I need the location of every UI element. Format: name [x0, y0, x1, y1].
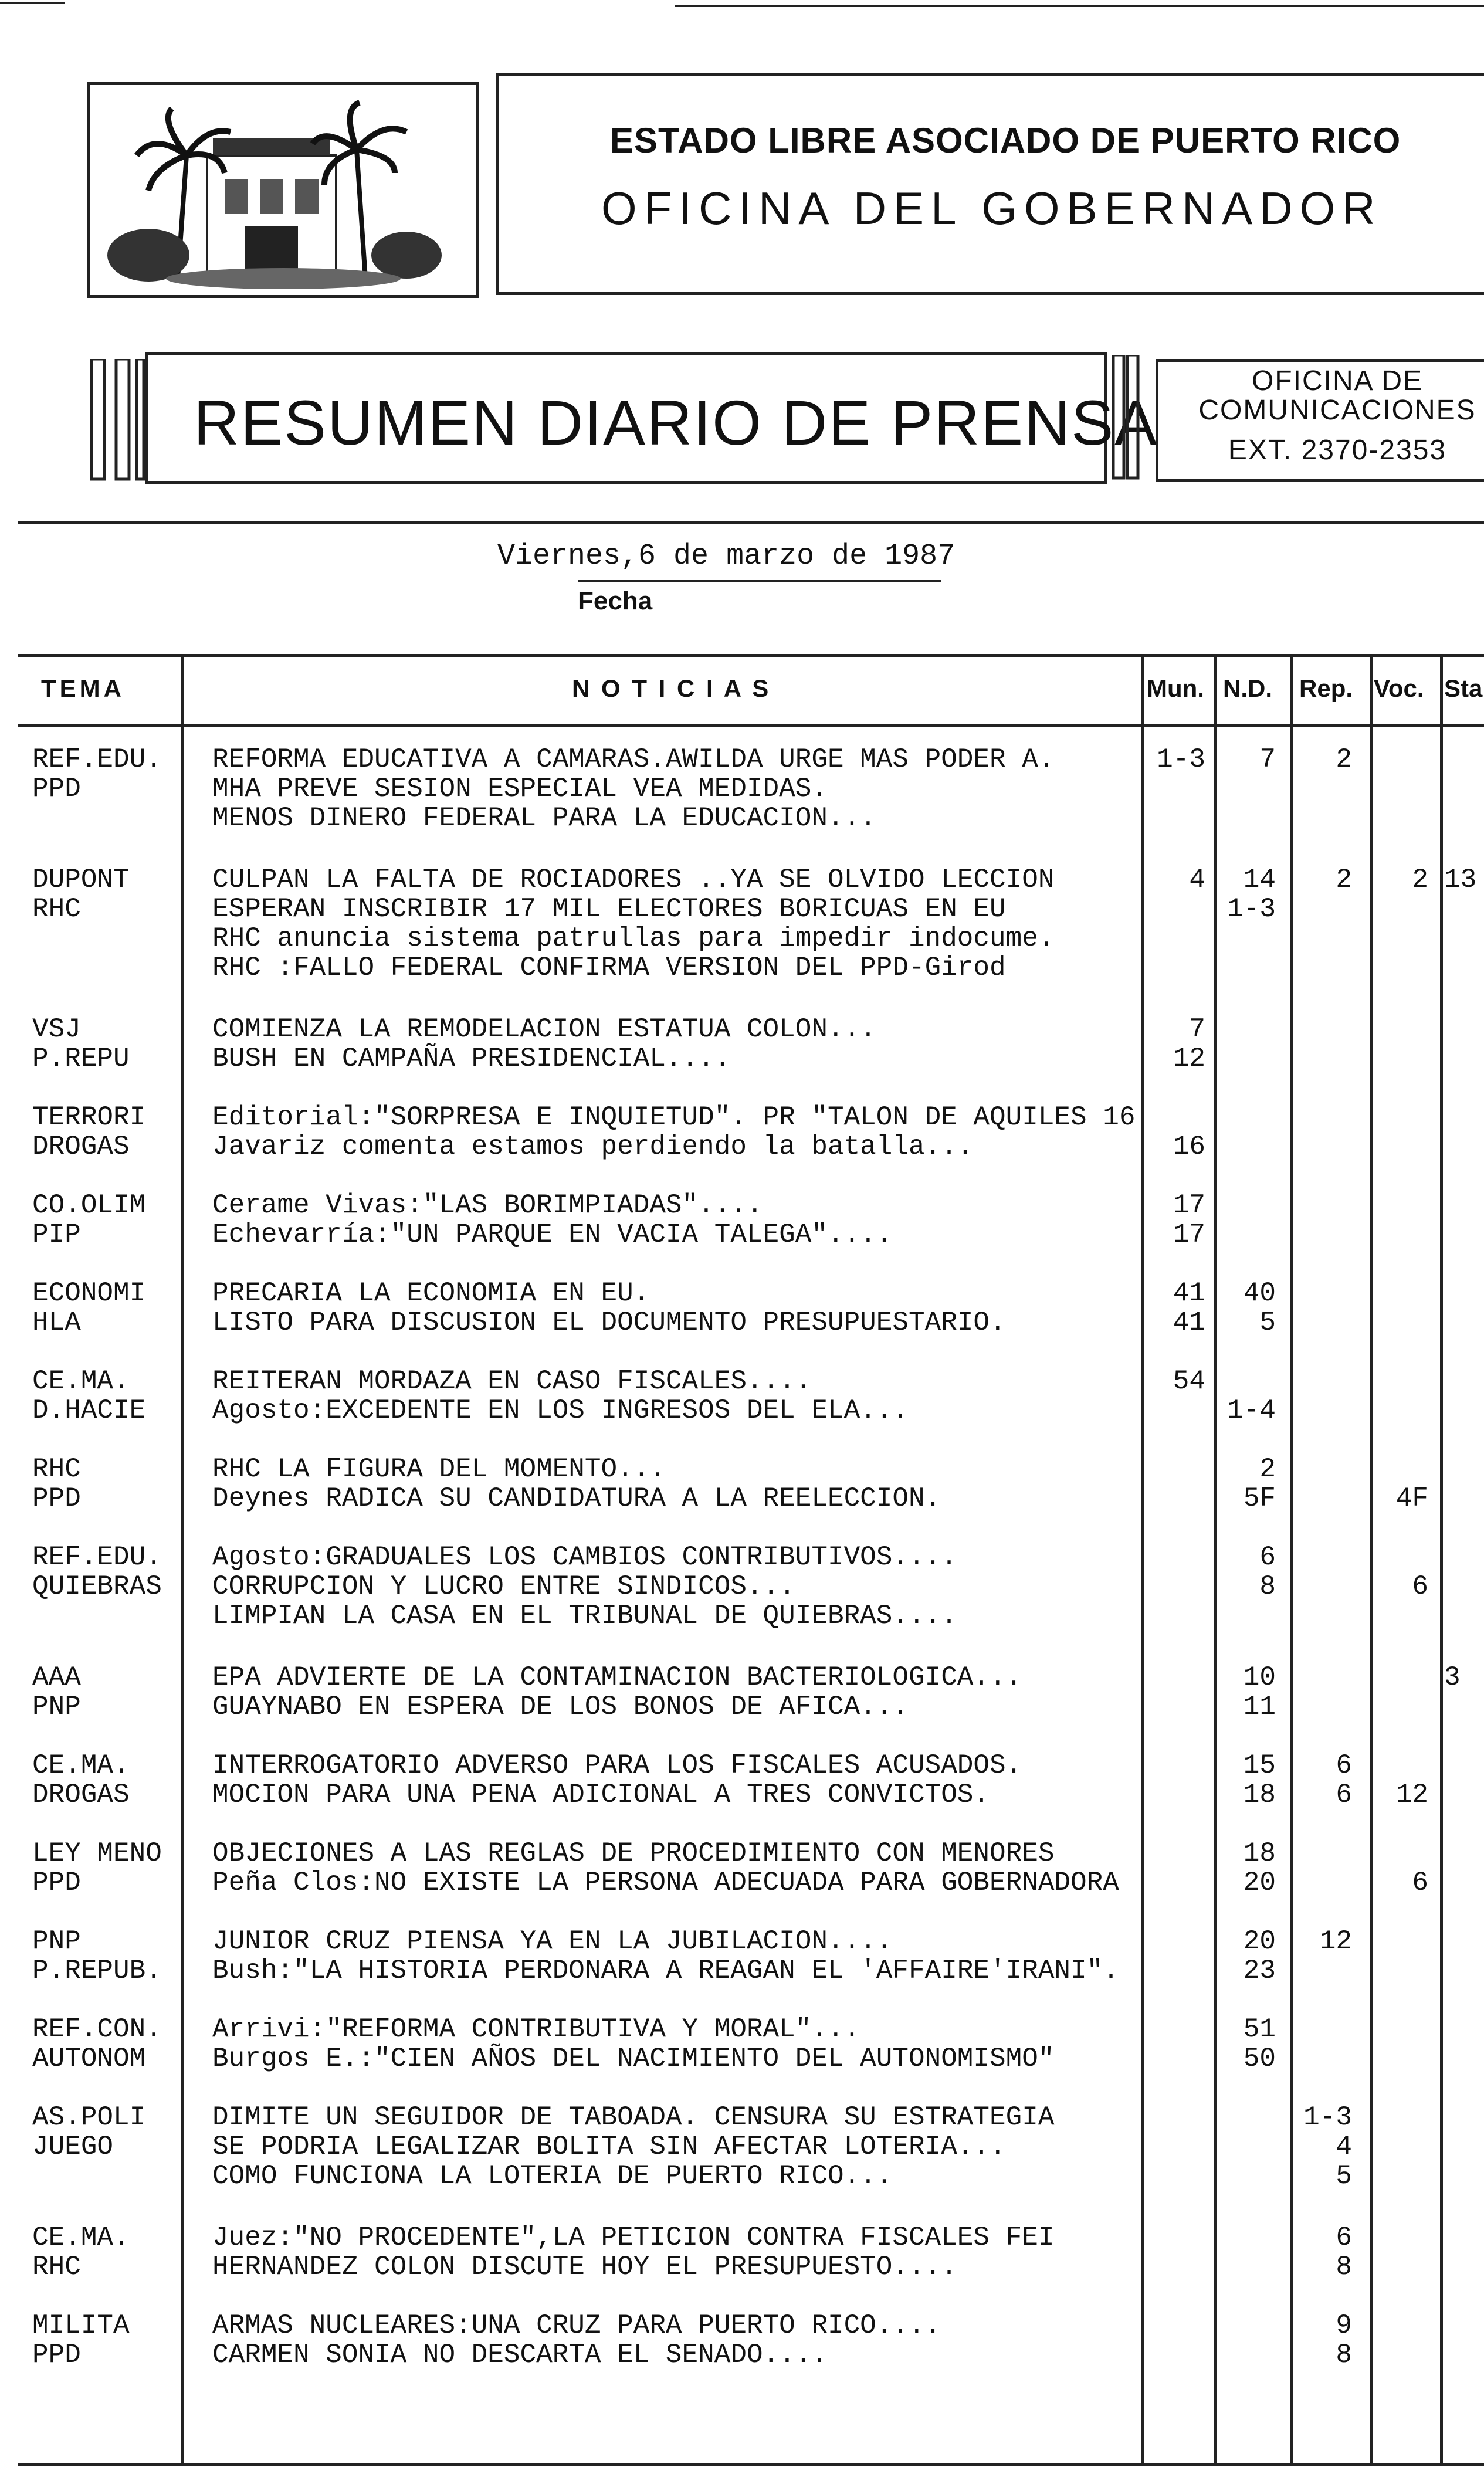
cell-tema: D.HACIE	[32, 1395, 146, 1426]
cell-noticias: Editorial:"SORPRESA E INQUIETUD". PR "TALON DE AQUILES 16	[212, 1102, 1136, 1133]
cell-noticias: Arrivi:"REFORMA CONTRIBUTIVA Y MORAL"...	[212, 2014, 860, 2045]
cell-tema: CE.MA.	[32, 2222, 130, 2253]
cell-tema: LEY MENO	[32, 1838, 162, 1869]
cell-noticias: Deynes RADICA SU CANDIDATURA A LA REELECCION.	[212, 1483, 941, 1514]
cell-noticias: COMO FUNCIONA LA LOTERIA DE PUERTO RICO...	[212, 2161, 893, 2191]
cell-tema: AAA	[32, 1662, 81, 1693]
cell-noticias: RHC anuncia sistema patrullas para impedir indocume.	[212, 923, 1055, 954]
cell-rep: 6	[1336, 1780, 1352, 1810]
cell-noticias: MOCION PARA UNA PENA ADICIONAL A TRES CONVICTOS.	[212, 1780, 990, 1810]
date-value: Viernes,6 de marzo de 1987	[497, 540, 956, 573]
cell-noticias: LIMPIAN LA CASA EN EL TRIBUNAL DE QUIEBRAS....	[212, 1601, 957, 1631]
cell-voc: 6	[1412, 1868, 1428, 1898]
header-tema: TEMA	[41, 675, 125, 702]
table-header-rule	[18, 724, 1484, 727]
cell-mun: 12	[1173, 1043, 1205, 1074]
cell-voc: 2	[1412, 865, 1428, 895]
table-top-rule	[18, 654, 1484, 657]
cell-tema: DUPONT	[32, 865, 130, 895]
cell-tema: DROGAS	[32, 1131, 130, 1162]
cell-noticias: RHC LA FIGURA DEL MOMENTO...	[212, 1454, 666, 1485]
cell-mun: 17	[1173, 1190, 1205, 1221]
cell-rep: 8	[1336, 2252, 1352, 2282]
cell-nd: 15	[1243, 1750, 1276, 1781]
col-divider-tema	[181, 654, 184, 2466]
comm-line1: OFICINA DE	[1251, 365, 1424, 397]
decorative-bars-left	[87, 359, 145, 482]
cell-mun: 16	[1173, 1131, 1205, 1162]
cell-voc: 12	[1395, 1780, 1428, 1810]
top-rule-left	[0, 2, 65, 4]
cell-tema: P.REPU	[32, 1043, 130, 1074]
cell-noticias: SE PODRIA LEGALIZAR BOLITA SIN AFECTAR LOTERIA...	[212, 2131, 1006, 2162]
cell-tema: JUEGO	[32, 2131, 114, 2162]
cell-tema: PNP	[32, 1926, 81, 1957]
cell-tema: PNP	[32, 1692, 81, 1722]
cell-noticias: MHA PREVE SESION ESPECIAL VEA MEDIDAS.	[212, 774, 828, 804]
cell-mun: 41	[1173, 1307, 1205, 1338]
cell-noticias: Javariz comenta estamos perdiendo la batalla...	[212, 1131, 974, 1162]
cell-tema: DROGAS	[32, 1780, 130, 1810]
cell-tema: PPD	[32, 774, 81, 804]
cell-nd: 14	[1243, 865, 1276, 895]
cell-noticias: MENOS DINERO FEDERAL PARA LA EDUCACION...	[212, 803, 876, 833]
date-underline	[578, 580, 941, 582]
cell-nd: 5F	[1243, 1483, 1276, 1514]
cell-tema: AS.POLI	[32, 2102, 146, 2133]
cell-noticias: DIMITE UN SEGUIDOR DE TABOADA. CENSURA SU ESTRATEGIA	[212, 2102, 1055, 2133]
cell-nd: 18	[1243, 1780, 1276, 1810]
cell-mun: 41	[1173, 1278, 1205, 1309]
cell-noticias: Juez:"NO PROCEDENTE",LA PETICION CONTRA FISCALES FEI	[212, 2222, 1055, 2253]
cell-mun: 4	[1189, 865, 1205, 895]
cell-mun: 1-3	[1157, 744, 1205, 775]
col-divider-nd	[1290, 654, 1293, 2466]
cell-nd: 8	[1259, 1571, 1276, 1602]
cell-rep: 4	[1336, 2131, 1352, 2162]
cell-tema: AUTONOM	[32, 2044, 146, 2074]
cell-noticias: CORRUPCION Y LUCRO ENTRE SINDICOS...	[212, 1571, 795, 1602]
cell-tema: RHC	[32, 894, 81, 924]
cell-tema: PPD	[32, 1483, 81, 1514]
cell-rep: 6	[1336, 1750, 1352, 1781]
decorative-bars-right	[1112, 355, 1140, 481]
cell-tema: RHC	[32, 2252, 81, 2282]
cell-tema: PPD	[32, 2340, 81, 2370]
header-voc: Voc.	[1374, 675, 1424, 702]
cell-noticias: BUSH EN CAMPAÑA PRESIDENCIAL....	[212, 1043, 731, 1074]
governor-logo	[87, 82, 479, 298]
cell-noticias: HERNANDEZ COLON DISCUTE HOY EL PRESUPUESTO....	[212, 2252, 957, 2282]
cell-noticias: Cerame Vivas:"LAS BORIMPIADAS"....	[212, 1190, 763, 1221]
page-title: RESUMEN DIARIO DE PRENSA	[194, 387, 1158, 458]
cell-nd: 1-4	[1227, 1395, 1276, 1426]
cell-sta: 3	[1444, 1662, 1461, 1693]
cell-noticias: Peña Clos:NO EXISTE LA PERSONA ADECUADA PARA GOBERNADORA	[212, 1868, 1119, 1898]
cell-nd: 1-3	[1227, 894, 1276, 924]
cell-mun: 7	[1189, 1014, 1205, 1045]
date-label: Fecha	[578, 587, 653, 615]
cell-rep: 1-3	[1303, 2102, 1352, 2133]
cell-noticias: COMIENZA LA REMODELACION ESTATUA COLON...	[212, 1014, 876, 1045]
cell-noticias: Burgos E.:"CIEN AÑOS DEL NACIMIENTO DEL AUTONOMISMO"	[212, 2044, 1055, 2074]
cell-voc: 6	[1412, 1571, 1428, 1602]
gov-line2: OFICINA DEL GOBERNADOR	[601, 182, 1383, 234]
cell-nd: 50	[1243, 2044, 1276, 2074]
col-divider-rep	[1370, 654, 1373, 2466]
cell-nd: 10	[1243, 1662, 1276, 1693]
cell-tema: TERRORI	[32, 1102, 146, 1133]
cell-rep: 6	[1336, 2222, 1352, 2253]
cell-noticias: OBJECIONES A LAS REGLAS DE PROCEDIMIENTO CON MENORES	[212, 1838, 1055, 1869]
header-mun: Mun.	[1147, 675, 1204, 702]
cell-tema: REF.EDU.	[32, 1542, 162, 1573]
cell-rep: 12	[1319, 1926, 1352, 1957]
cell-tema: P.REPUB.	[32, 1956, 162, 1986]
cell-nd: 20	[1243, 1926, 1276, 1957]
header-divider	[18, 521, 1484, 524]
header-rep: Rep.	[1299, 675, 1353, 702]
cell-nd: 40	[1243, 1278, 1276, 1309]
cell-rep: 9	[1336, 2310, 1352, 2341]
cell-sta: 13	[1444, 865, 1477, 895]
cell-noticias: Agosto:EXCEDENTE EN LOS INGRESOS DEL ELA...	[212, 1395, 909, 1426]
header-noticias: N O T I C I A S	[572, 675, 771, 702]
cell-rep: 2	[1336, 865, 1352, 895]
cell-noticias: REITERAN MORDAZA EN CASO FISCALES....	[212, 1366, 812, 1397]
cell-noticias: Echevarría:"UN PARQUE EN VACIA TALEGA"....	[212, 1219, 893, 1250]
cell-tema: ECONOMI	[32, 1278, 146, 1309]
cell-mun: 54	[1173, 1366, 1205, 1397]
cell-tema: REF.CON.	[32, 2014, 162, 2045]
cell-noticias: JUNIOR CRUZ PIENSA YA EN LA JUBILACION....	[212, 1926, 893, 1957]
cell-nd: 18	[1243, 1838, 1276, 1869]
cell-nd: 11	[1243, 1692, 1276, 1722]
cell-tema: REF.EDU.	[32, 744, 162, 775]
cell-noticias: ARMAS NUCLEARES:UNA CRUZ PARA PUERTO RICO....	[212, 2310, 941, 2341]
cell-nd: 2	[1259, 1454, 1276, 1485]
cell-tema: VSJ	[32, 1014, 81, 1045]
cell-noticias: CULPAN LA FALTA DE ROCIADORES ..YA SE OLVIDO LECCION	[212, 865, 1055, 895]
cell-rep: 2	[1336, 744, 1352, 775]
cell-rep: 5	[1336, 2161, 1352, 2191]
cell-mun: 17	[1173, 1219, 1205, 1250]
header-nd: N.D.	[1223, 675, 1272, 702]
mansion-illustration-icon	[90, 85, 476, 295]
cell-nd: 7	[1259, 744, 1276, 775]
cell-noticias: Agosto:GRADUALES LOS CAMBIOS CONTRIBUTIVOS....	[212, 1542, 957, 1573]
cell-tema: CE.MA.	[32, 1750, 130, 1781]
cell-nd: 23	[1243, 1956, 1276, 1986]
cell-nd: 51	[1243, 2014, 1276, 2045]
cell-noticias: EPA ADVIERTE DE LA CONTAMINACION BACTERIOLOGICA...	[212, 1662, 1022, 1693]
cell-tema: PPD	[32, 1868, 81, 1898]
top-rule-right	[675, 5, 1484, 7]
cell-noticias: PRECARIA LA ECONOMIA EN EU.	[212, 1278, 650, 1309]
cell-noticias: ESPERAN INSCRIBIR 17 MIL ELECTORES BORICUAS EN EU	[212, 894, 1006, 924]
cell-rep: 8	[1336, 2340, 1352, 2370]
cell-voc: 4F	[1395, 1483, 1428, 1514]
cell-tema: HLA	[32, 1307, 81, 1338]
cell-tema: MILITA	[32, 2310, 130, 2341]
cell-tema: CE.MA.	[32, 1366, 130, 1397]
cell-tema: CO.OLIM	[32, 1190, 146, 1221]
cell-nd: 6	[1259, 1542, 1276, 1573]
cell-noticias: REFORMA EDUCATIVA A CAMARAS.AWILDA URGE MAS PODER A.	[212, 744, 1055, 775]
comm-extension: EXT. 2370-2353	[1228, 435, 1447, 466]
cell-noticias: CARMEN SONIA NO DESCARTA EL SENADO....	[212, 2340, 828, 2370]
cell-nd: 20	[1243, 1868, 1276, 1898]
cell-nd: 5	[1259, 1307, 1276, 1338]
cell-tema: QUIEBRAS	[32, 1571, 162, 1602]
cell-noticias: INTERROGATORIO ADVERSO PARA LOS FISCALES ACUSADOS.	[212, 1750, 1022, 1781]
gov-line1: ESTADO LIBRE ASOCIADO DE PUERTO RICO	[610, 121, 1401, 160]
cell-noticias: RHC :FALLO FEDERAL CONFIRMA VERSION DEL PPD-Girod	[212, 953, 1006, 983]
cell-noticias: Bush:"LA HISTORIA PERDONARA A REAGAN EL 'AFFAIRE'IRANI".	[212, 1956, 1119, 1986]
table-bottom-rule	[18, 2463, 1484, 2466]
cell-noticias: GUAYNABO EN ESPERA DE LOS BONOS DE AFICA...	[212, 1692, 909, 1722]
header-sta: Sta	[1444, 675, 1483, 702]
col-divider-voc	[1440, 654, 1443, 2466]
cell-tema: RHC	[32, 1454, 81, 1485]
cell-tema: PIP	[32, 1219, 81, 1250]
cell-noticias: LISTO PARA DISCUSION EL DOCUMENTO PRESUPUESTARIO.	[212, 1307, 1006, 1338]
comm-line2: COMUNICACIONES	[1198, 395, 1476, 426]
